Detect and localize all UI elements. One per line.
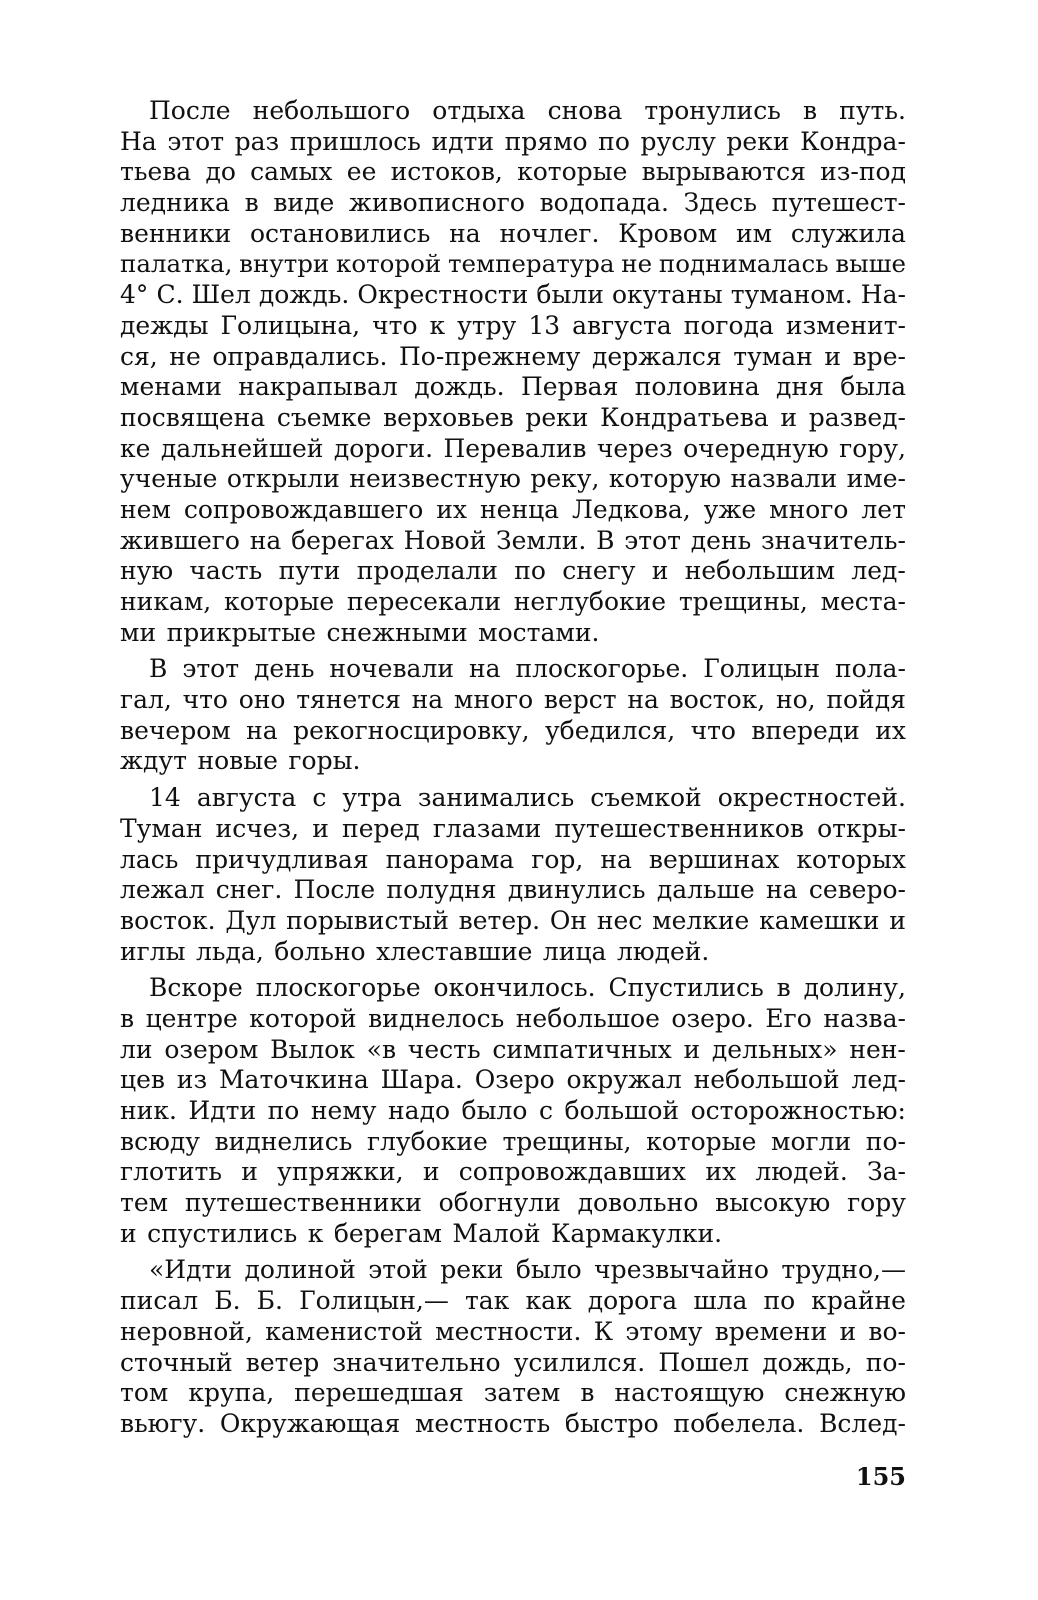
- text-line: восток. Дул порывистый ветер. Он нес мелкие камешки и: [120, 905, 906, 935]
- text-line: палатка, внутри которой температура не поднималась выше: [120, 249, 906, 279]
- text-line: посвящена съемке верховьев реки Кондратьева и развед-: [120, 402, 906, 432]
- paragraph-5: [120, 1255, 906, 1439]
- text-line: глотить и упряжки, и сопровождавших их людей. За-: [120, 1157, 906, 1187]
- text-line: ся, не оправдались. По-прежнему держался туман и вре-: [120, 341, 906, 371]
- text-line: ник. Идти по нему надо было с большой осторожностью:: [120, 1096, 906, 1125]
- text-line: в центре которой виднелось небольшое озеро. Его назва-: [120, 1003, 906, 1033]
- text-line: иглы льда, больно хлеставшие лица людей.: [120, 936, 710, 966]
- text-line: ке дальнейшей дороги. Перевалив через очередную гору,: [120, 433, 906, 463]
- text-line: ждут новые горы.: [120, 746, 361, 776]
- text-line: гал, что оно тянется на много верст на восток, но, пойдя: [120, 685, 906, 715]
- text-line: всюду виднелись глубокие трещины, которые могли по-: [120, 1126, 906, 1156]
- text-line: неровной, каменистой местности. К этому времени и во-: [120, 1316, 906, 1346]
- paragraph-3: [120, 783, 906, 967]
- text-line: том крупа, перешедшая затем в настоящую снежную: [120, 1378, 906, 1408]
- text-line: жившего на берегах Новой Земли. В этот день значитель-: [120, 525, 906, 555]
- text-line: нем сопровождавшего их ненца Ледкова, уже много лет: [120, 494, 906, 524]
- paragraph-4: [120, 973, 906, 1249]
- text-line: «Идти долиной этой реки было чрезвычайно трудно,—: [149, 1255, 906, 1285]
- text-line: вьюгу. Окружающая местность быстро побелела. Вслед-: [120, 1408, 906, 1438]
- text-line: никам, которые пересекали неглубокие трещины, места-: [120, 587, 906, 616]
- text-line: и спустились к берегам Малой Кармакулки.: [120, 1218, 723, 1248]
- paragraph-2: [120, 654, 906, 777]
- text-line: ледника в виде живописного водопада. Здесь путешест-: [120, 188, 906, 218]
- text-line: ли озером Вылок «в честь симпатичных и дельных» нен-: [120, 1034, 906, 1064]
- text-line: Вскоре плоскогорье окончилось. Спустились в долину,: [149, 973, 906, 1003]
- text-line: В этот день ночевали на плоскогорье. Голицын пола-: [149, 654, 906, 684]
- text-line: 14 августа с утра занимались съемкой окрестностей.: [149, 783, 906, 813]
- text-line: ную часть пути проделали по снегу и небольшим лед-: [120, 556, 906, 586]
- text-line: 4° С. Шел дождь. Окрестности были окутаны туманом. На-: [120, 280, 906, 310]
- text-line: сточный ветер значительно усилился. Пошел дождь, по-: [120, 1347, 906, 1377]
- text-line: венники остановились на ночлег. Кровом им служила: [120, 218, 906, 248]
- text-line: ученые открыли неизвестную реку, которую назвали име-: [120, 464, 906, 494]
- text-line: На этот раз пришлось идти прямо по руслу реки Кондра-: [120, 126, 906, 156]
- page-body: [120, 96, 906, 1536]
- page-number: 155: [855, 1462, 906, 1491]
- text-line: лась причудливая панорама гор, на вершинах которых: [120, 844, 906, 874]
- text-line: дежды Голицына, что к утру 13 августа погода изменит-: [120, 310, 906, 340]
- paragraph-1: [120, 96, 906, 648]
- text-line: После небольшого отдыха снова тронулись в путь.: [149, 96, 906, 125]
- text-line: лежал снег. После полудня двинулись дальше на северо-: [120, 875, 906, 905]
- text-line: Туман исчез, и перед глазами путешественников откры-: [120, 813, 906, 843]
- text-line: менами накрапывал дождь. Первая половина дня была: [120, 372, 906, 402]
- text-line: вечером на рекогносцировку, убедился, что впереди их: [120, 715, 906, 745]
- text-line: тем путешественники обогнули довольно высокую гору: [120, 1188, 906, 1218]
- text-line: ми прикрытые снежными мостами.: [120, 617, 600, 647]
- text-line: тьева до самых ее истоков, которые вырываются из-под: [120, 157, 906, 187]
- text-line: писал Б. Б. Голицын,— так как дорога шла по крайне: [120, 1286, 906, 1316]
- text-line: цев из Маточкина Шара. Озеро окружал небольшой лед-: [120, 1065, 906, 1095]
